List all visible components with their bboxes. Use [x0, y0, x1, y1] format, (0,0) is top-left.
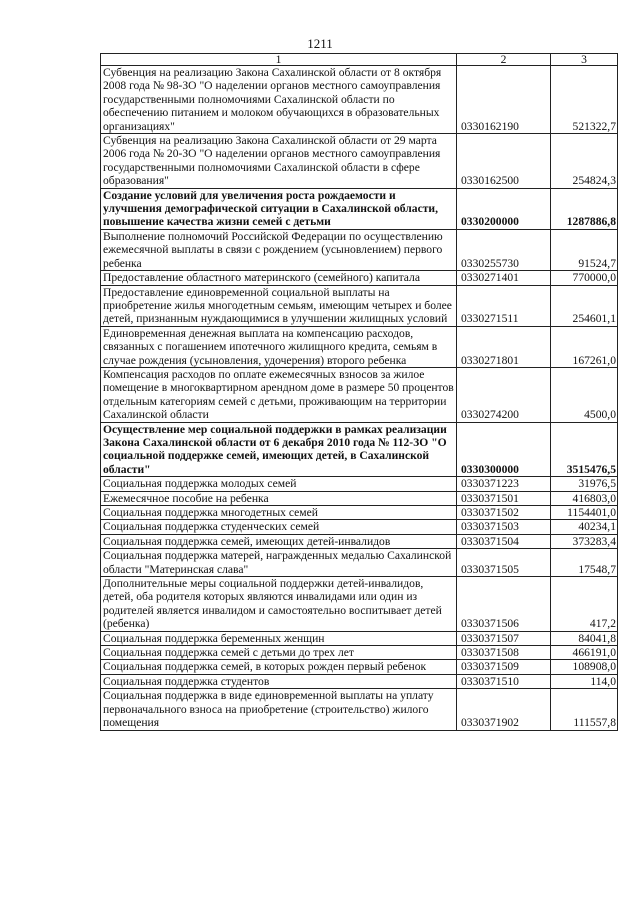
table-row — [101, 660, 618, 674]
row-amount: 466191,0 — [551, 646, 618, 660]
column-header-1: 1 — [101, 54, 457, 66]
row-name: Социальная поддержка студентов — [101, 674, 457, 688]
row-amount: 31976,5 — [551, 477, 618, 491]
row-amount: 17548,7 — [551, 549, 618, 577]
row-amount: 3515476,5 — [551, 422, 618, 477]
row-code: 0330371502 — [457, 506, 551, 520]
table-row — [101, 367, 618, 422]
row-name: Социальная поддержка семей с детьми до трех лет — [101, 646, 457, 660]
row-name: Социальная поддержка в виде единовременной выплаты на уплату первоначального взноса на приобретение (строительство) жилого помещения — [101, 689, 457, 730]
row-name: Ежемесячное пособие на ребенка — [101, 491, 457, 505]
table-row — [101, 674, 618, 688]
table-row — [101, 285, 618, 326]
row-code: 0330300000 — [457, 422, 551, 477]
row-name: Социальная поддержка семей, в которых рожден первый ребенок — [101, 660, 457, 674]
row-code: 0330200000 — [457, 188, 551, 229]
table-row — [101, 549, 618, 577]
row-name: Социальная поддержка молодых семей — [101, 477, 457, 491]
row-amount: 84041,8 — [551, 631, 618, 645]
budget-table — [100, 53, 618, 731]
row-amount: 114,0 — [551, 674, 618, 688]
row-name: Субвенция на реализацию Закона Сахалинской области от 8 октября 2008 года № 98-ЗО "О наделении органов местного самоуправления государственными полномочиями Сахалинской области по обеспечению питанием и молоком обучающихся в образовательных организациях" — [101, 66, 457, 134]
row-code: 0330271511 — [457, 285, 551, 326]
row-name: Единовременная денежная выплата на компенсацию расходов, связанных с погашением ипотечного жилищного кредита, семьям в случае рождения (усыновления, удочерения) второго ребенка — [101, 326, 457, 367]
row-name: Осуществление мер социальной поддержки в рамках реализации Закона Сахалинской области от 6 декабря 2010 года № 112-ЗО "О социальной поддержке семей, имеющих детей, в Сахалинской области" — [101, 422, 457, 477]
table-row — [101, 520, 618, 534]
row-name: Социальная поддержка семей, имеющих детей-инвалидов — [101, 534, 457, 548]
table-row — [101, 534, 618, 548]
row-amount: 373283,4 — [551, 534, 618, 548]
row-amount: 254601,1 — [551, 285, 618, 326]
row-code: 0330371223 — [457, 477, 551, 491]
row-name: Субвенция на реализацию Закона Сахалинской области от 29 марта 2006 года № 20-ЗО "О наделении органов местного самоуправления государственными полномочиями Сахалинской области в сфере образования" — [101, 134, 457, 189]
row-code: 0330371510 — [457, 674, 551, 688]
page-number: 1211 — [307, 36, 333, 51]
row-amount: 111557,8 — [551, 689, 618, 730]
row-amount: 770000,0 — [551, 271, 618, 285]
row-code: 0330371506 — [457, 577, 551, 632]
row-name: Выполнение полномочий Российской Федерации по осуществлению ежемесячной выплаты в связи с рождением (усыновлением) первого ребенка — [101, 229, 457, 270]
row-code: 0330255730 — [457, 229, 551, 270]
row-code: 0330371902 — [457, 689, 551, 730]
row-amount: 40234,1 — [551, 520, 618, 534]
row-code: 0330274200 — [457, 367, 551, 422]
row-code: 0330371503 — [457, 520, 551, 534]
row-name: Социальная поддержка студенческих семей — [101, 520, 457, 534]
row-code: 0330271801 — [457, 326, 551, 367]
table-row — [101, 689, 618, 730]
row-code: 0330371508 — [457, 646, 551, 660]
table-header-row — [101, 54, 618, 66]
table-row — [101, 188, 618, 229]
row-code: 0330271401 — [457, 271, 551, 285]
row-amount: 254824,3 — [551, 134, 618, 189]
row-amount: 521322,7 — [551, 66, 618, 134]
row-amount: 1154401,0 — [551, 506, 618, 520]
table-row — [101, 66, 618, 134]
row-amount: 108908,0 — [551, 660, 618, 674]
row-amount: 167261,0 — [551, 326, 618, 367]
row-code: 0330162190 — [457, 66, 551, 134]
column-header-3: 3 — [551, 54, 618, 66]
row-code: 0330371505 — [457, 549, 551, 577]
row-name: Дополнительные меры социальной поддержки детей-инвалидов, детей, оба родителя которых являются инвалидами или один из родителей является инвалидом и самостоятельно воспитывает детей (ребенка) — [101, 577, 457, 632]
table-row — [101, 134, 618, 189]
row-name: Социальная поддержка беременных женщин — [101, 631, 457, 645]
column-header-2: 2 — [457, 54, 551, 66]
row-code: 0330371509 — [457, 660, 551, 674]
row-name: Компенсация расходов по оплате ежемесячных взносов за жилое помещение в многоквартирном арендном доме в размере 50 процентов отдельным категориям семей с детьми, проживающим на территории Сахалинской области — [101, 367, 457, 422]
row-amount: 416803,0 — [551, 491, 618, 505]
row-name: Социальная поддержка многодетных семей — [101, 506, 457, 520]
row-code: 0330371507 — [457, 631, 551, 645]
row-amount: 1287886,8 — [551, 188, 618, 229]
table-row — [101, 477, 618, 491]
table-row — [101, 506, 618, 520]
table-row — [101, 422, 618, 477]
row-amount: 4500,0 — [551, 367, 618, 422]
row-amount: 417,2 — [551, 577, 618, 632]
row-name: Предоставление единовременной социальной выплаты на приобретение жилья многодетным семьям, имеющим четырех и более детей, признанным нуждающимися в улучшении жилищных условий — [101, 285, 457, 326]
table-row — [101, 577, 618, 632]
row-amount: 91524,7 — [551, 229, 618, 270]
table-row — [101, 491, 618, 505]
table-row — [101, 646, 618, 660]
table-row — [101, 326, 618, 367]
table-row — [101, 229, 618, 270]
row-code: 0330371504 — [457, 534, 551, 548]
table-row — [101, 631, 618, 645]
row-name: Социальная поддержка матерей, награжденных медалью Сахалинской области "Материнская слава" — [101, 549, 457, 577]
table-row — [101, 271, 618, 285]
row-name: Создание условий для увеличения роста рождаемости и улучшения демографической ситуации в Сахалинской области, повышение качества жизни семей с детьми — [101, 188, 457, 229]
row-code: 0330162500 — [457, 134, 551, 189]
row-name: Предоставление областного материнского (семейного) капитала — [101, 271, 457, 285]
row-code: 0330371501 — [457, 491, 551, 505]
